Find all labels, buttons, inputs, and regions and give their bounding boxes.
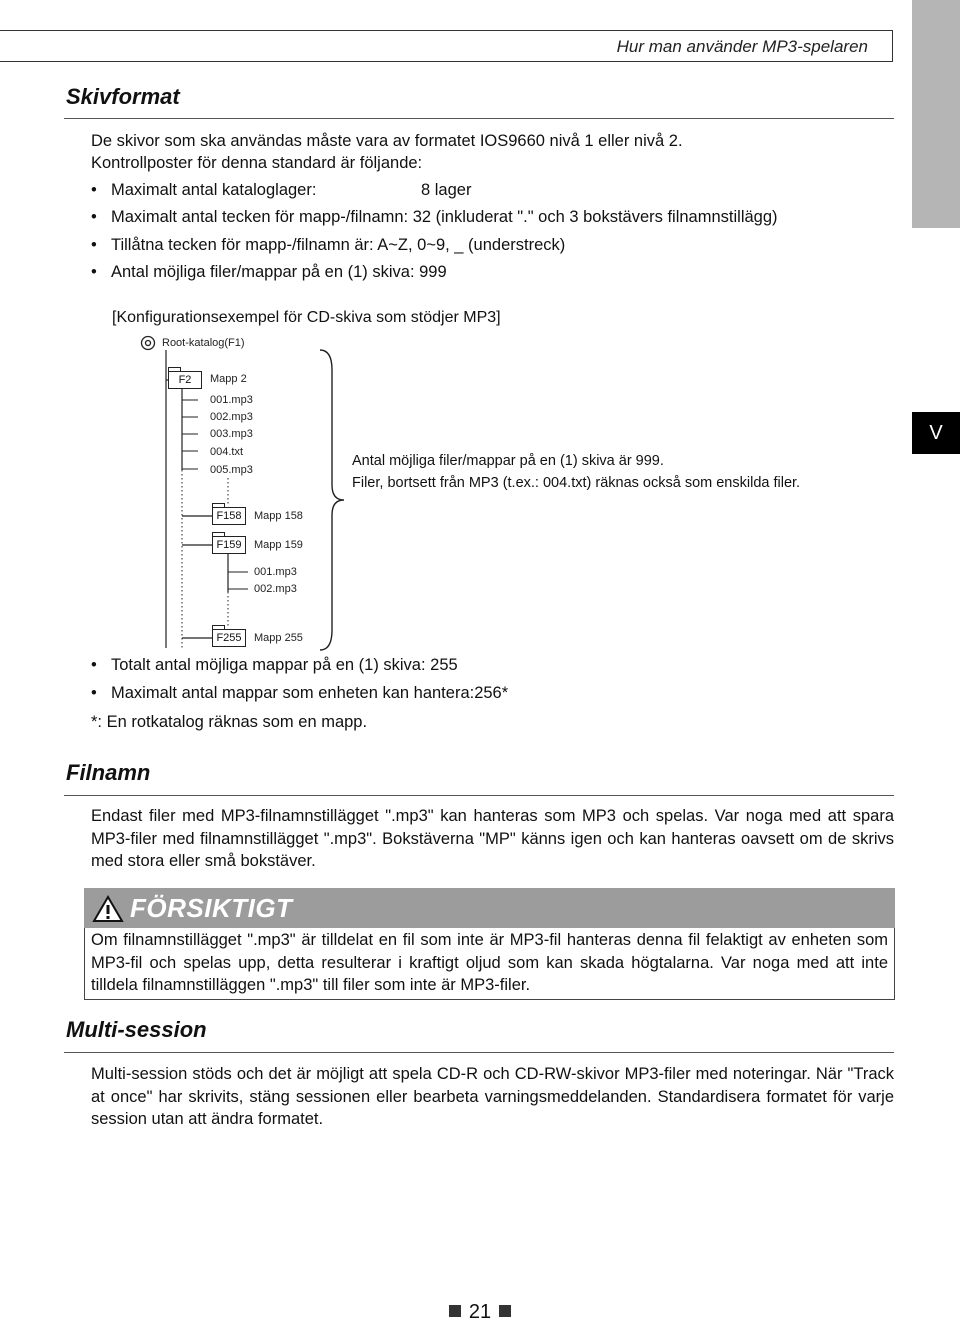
section-title-filnamn: Filnamn [66, 760, 151, 785]
folder-icon-f2 [168, 371, 202, 389]
file-item: 003.mp3 [210, 428, 253, 440]
section-rule [64, 1052, 894, 1053]
disc-icon [142, 337, 155, 350]
section-title-multisession: Multi-session [66, 1017, 207, 1042]
diagram-caption: [Konfigurationsexempel för CD-skiva som stödjer MP3] [112, 309, 501, 326]
intro-line-2: Kontrollposter för denna standard är följande: [91, 154, 423, 172]
bullet-label: Maximalt antal kataloglager: [111, 181, 317, 199]
bullet-label: Tillåtna tecken för mapp-/filnamn är: A~Z, 0~9, _ (understreck) [111, 236, 566, 254]
folder-icon-f255 [212, 629, 246, 647]
file-item: 004.txt [210, 446, 244, 458]
bullet-dot: • [91, 236, 97, 254]
folder-tag: F255 [216, 632, 242, 644]
footer-square-left [449, 1305, 461, 1317]
bullet-dot: • [91, 684, 97, 702]
bullet-max-folders [91, 684, 508, 703]
folder-name-f255: Mapp 255 [254, 632, 303, 644]
folder-icon-f158 [212, 507, 246, 525]
side-tab-chapter: V [912, 412, 960, 454]
bullet-label: Maximalt antal tecken för mapp-/filnamn: 32 (inkluderat "." och 3 bokstävers filnamnstillägg) [111, 208, 778, 226]
folder-tag: F2 [178, 374, 192, 386]
footer-square-right [499, 1305, 511, 1317]
folder-tag: F159 [216, 539, 242, 551]
folder-tree-lines [0, 0, 960, 660]
file-item: 002.mp3 [254, 583, 297, 595]
bullet-dot: • [91, 181, 97, 199]
bullet-label: Totalt antal möjliga mappar på en (1) skiva: 255 [111, 656, 458, 674]
section-title-skivformat: Skivformat [66, 84, 180, 109]
caution-title: FÖRSIKTIGT [130, 893, 293, 923]
bullet-dot: • [91, 656, 97, 674]
footnote-root: *: En rotkatalog räknas som en mapp. [91, 713, 368, 731]
bullet-dot: • [91, 208, 97, 226]
caution-text: Om filnamnstillägget ".mp3" är tilldelat en fil som inte är MP3-fil hanteras denna fil felaktigt av enheten som MP3-fil och spelas upp, detta resulterar i kraftigt oljud som kan skada högtalarna. Var noga med att inte tilldela filnamnstilläggen ".mp3" till filer som inte är MP3-filer. [91, 931, 888, 994]
folder-name-f2: Mapp 2 [210, 373, 247, 385]
folder-icon-f159 [212, 536, 246, 554]
intro-line-1: De skivor som ska användas måste vara av formatet IOS9660 nivå 1 eller nivå 2. [91, 132, 683, 150]
diagram-note-2: Filer, bortsett från MP3 (t.ex.: 004.txt) räknas också som enskilda filer. [352, 475, 801, 491]
bullet-total-folders [91, 656, 458, 675]
file-item: 001.mp3 [210, 394, 253, 406]
bullet-value: 8 lager [421, 181, 472, 199]
filnamn-text: Endast filer med MP3-filnamnstillägget ".mp3" kan hanteras som MP3 och spelas. Var noga med att spara MP3-filer med filnamnstillägget ".mp3". Bokstäverna "MP" känns igen och kan hanteras oavsett om de skrivs med stora eller små bokstäver. [91, 807, 894, 870]
curly-brace [320, 350, 344, 650]
section-rule [64, 795, 894, 796]
folder-name-f159: Mapp 159 [254, 539, 303, 551]
page-number: 21 [468, 1301, 492, 1323]
diagram-note-1: Antal möjliga filer/mappar på en (1) skiva är 999. [352, 453, 664, 469]
page-footer [0, 1301, 960, 1324]
warning-icon [92, 895, 124, 923]
file-item: 001.mp3 [254, 566, 297, 578]
multisession-text: Multi-session stöds och det är möjligt att spela CD-R och CD-RW-skivor MP3-filer med noteringar. När "Track at once" har skrivits, stäng sessionen eller bearbeta varningsmeddelanden. Standardisera formatet för varje session utan att ändra formatet. [91, 1065, 894, 1128]
root-label: Root-katalog(F1) [162, 337, 245, 349]
file-item: 005.mp3 [210, 464, 253, 476]
header-title: Hur man använder MP3-spelaren [616, 37, 868, 56]
file-item: 002.mp3 [210, 411, 253, 423]
bullet-label: Maximalt antal mappar som enheten kan hantera:256* [111, 684, 509, 702]
bullet-label: Antal möjliga filer/mappar på en (1) skiva: 999 [111, 263, 447, 281]
disc-icon-center [146, 341, 151, 346]
bullet-dot: • [91, 263, 97, 281]
folder-tag: F158 [216, 510, 242, 522]
folder-name-f158: Mapp 158 [254, 510, 303, 522]
